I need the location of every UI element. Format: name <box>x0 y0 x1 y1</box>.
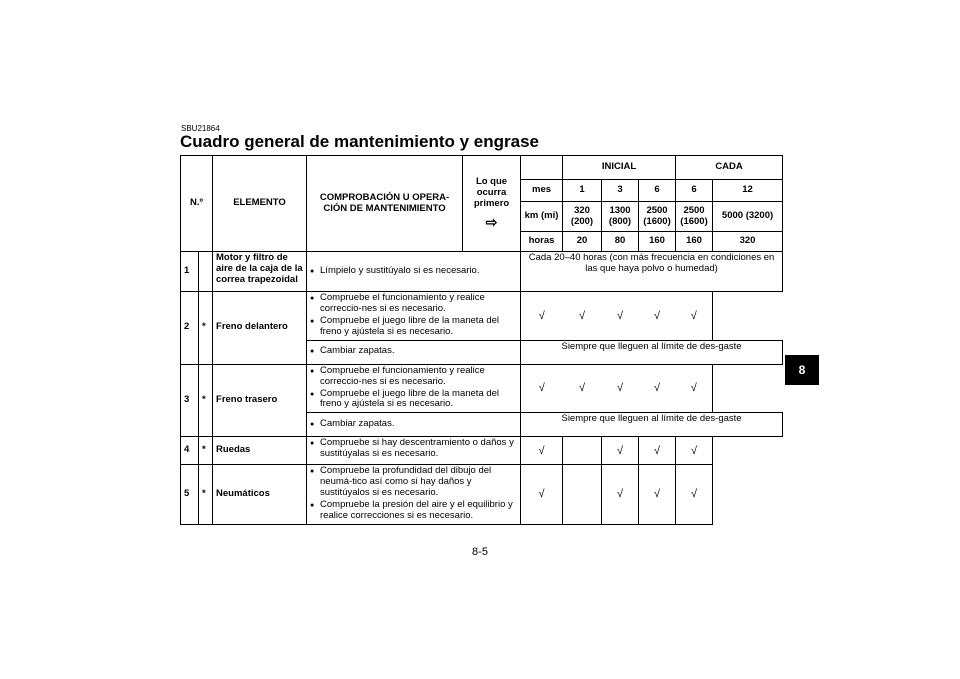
check-mark: √ <box>563 292 602 341</box>
operation-item: ● Compruebe el juego libre de la maneta del freno y ajústela si es necesario. <box>310 389 517 411</box>
header-inicial: INICIAL <box>563 156 676 180</box>
header-check: COMPROBACIÓN U OPERA-CIÓN DE MANTENIMIENTO <box>307 156 463 252</box>
table-row <box>181 465 783 525</box>
operation-item: ● Límpielo y sustitúyalo si es necesario. <box>310 266 517 277</box>
operation-item: ● Cambiar zapatas. <box>310 419 517 430</box>
check-mark: √ <box>521 437 563 465</box>
header-no: N.º <box>181 156 213 252</box>
check-empty <box>563 465 602 525</box>
table-row <box>181 252 783 292</box>
check-mark: √ <box>676 465 713 525</box>
horas-value: 20 <box>563 232 602 252</box>
maintenance-table <box>180 155 783 525</box>
check-mark: √ <box>639 292 676 341</box>
km-value: 320 (200) <box>563 202 602 232</box>
header-cada: CADA <box>676 156 783 180</box>
row-element: Motor y filtro de aire de la caja de la correa trapezoidal <box>213 252 307 292</box>
check-mark: √ <box>521 465 563 525</box>
row-star: * <box>199 364 213 437</box>
operation-item: ● Compruebe la presión del aire y el equilibrio y realice correcciones si es necesario. <box>310 500 517 522</box>
horas-value: 160 <box>639 232 676 252</box>
horas-label: horas <box>521 232 563 252</box>
mes-value: 1 <box>563 180 602 202</box>
operation-item: ● Compruebe el funcionamiento y realice correccio-nes si es necesario. <box>310 293 517 315</box>
horas-value: 320 <box>713 232 783 252</box>
check-mark: √ <box>563 364 602 413</box>
check-mark: √ <box>521 292 563 341</box>
row-note: Cada 20–40 horas (con más frecuencia en condiciones en las que haya polvo o humedad) <box>521 252 783 292</box>
row-number: 3 <box>181 364 199 437</box>
check-mark: √ <box>676 364 713 413</box>
km-value: 1300 (800) <box>602 202 639 232</box>
check-mark: √ <box>521 364 563 413</box>
km-value: 2500 (1600) <box>676 202 713 232</box>
right-arrow-icon: ⇨ <box>485 213 498 230</box>
mes-value: 3 <box>602 180 639 202</box>
table-row <box>181 437 783 465</box>
row-number: 2 <box>181 292 199 365</box>
row-operation <box>307 292 521 341</box>
mes-value: 6 <box>676 180 713 202</box>
operation-item: ● Compruebe la profundidad del dibujo del neumá-tico así como si hay daños y sustitúyalos si es necesario. <box>310 466 517 499</box>
row-star: * <box>199 465 213 525</box>
row-star: * <box>199 292 213 365</box>
km-value: 2500 (1600) <box>639 202 676 232</box>
mes-label: mes <box>521 180 563 202</box>
horas-value: 80 <box>602 232 639 252</box>
row-element: Ruedas <box>213 437 307 465</box>
row-number: 5 <box>181 465 199 525</box>
row-star: * <box>199 437 213 465</box>
chapter-tab[interactable]: 8 <box>785 355 819 385</box>
check-mark: √ <box>602 364 639 413</box>
row-sub-operation <box>307 413 521 437</box>
row-operation <box>307 465 521 525</box>
operation-item: ● Compruebe si hay descentramiento o daños y sustitúyalas si es necesario. <box>310 438 517 460</box>
row-operation <box>307 437 521 465</box>
check-mark: √ <box>602 437 639 465</box>
table-row <box>181 364 783 413</box>
row-sub-note: Siempre que lleguen al límite de des-gaste <box>521 340 783 364</box>
row-number: 4 <box>181 437 199 465</box>
row-star <box>199 252 213 292</box>
check-mark: √ <box>676 292 713 341</box>
km-label: km (mi) <box>521 202 563 232</box>
row-element: Freno delantero <box>213 292 307 365</box>
header-first <box>463 156 521 252</box>
row-element: Neumáticos <box>213 465 307 525</box>
header-first-label: Lo que ocurra primero <box>473 176 510 209</box>
horas-value: 160 <box>676 232 713 252</box>
page-number: 8-5 <box>472 546 488 558</box>
row-number: 1 <box>181 252 199 292</box>
row-sub-operation <box>307 340 521 364</box>
check-mark: √ <box>639 437 676 465</box>
check-mark: √ <box>639 364 676 413</box>
mes-value: 6 <box>639 180 676 202</box>
header-element: ELEMENTO <box>213 156 307 252</box>
row-element: Freno trasero <box>213 364 307 437</box>
page-title: Cuadro general de mantenimiento y engrase <box>180 132 539 151</box>
km-value: 5000 (3200) <box>713 202 783 232</box>
mes-value: 12 <box>713 180 783 202</box>
row-operation <box>307 364 521 413</box>
check-mark: √ <box>639 465 676 525</box>
header-blank <box>521 156 563 180</box>
operation-item: ● Compruebe el juego libre de la maneta del freno y ajústela si es necesario. <box>310 316 517 338</box>
check-mark: √ <box>602 292 639 341</box>
section-code: SBU21864 <box>181 124 220 133</box>
check-mark: √ <box>676 437 713 465</box>
table-row <box>181 292 783 341</box>
row-sub-note: Siempre que lleguen al límite de des-gaste <box>521 413 783 437</box>
operation-item: ● Compruebe el funcionamiento y realice correccio-nes si es necesario. <box>310 366 517 388</box>
check-empty <box>563 437 602 465</box>
operation-item: ● Cambiar zapatas. <box>310 346 517 357</box>
row-operation <box>307 252 521 292</box>
check-mark: √ <box>602 465 639 525</box>
